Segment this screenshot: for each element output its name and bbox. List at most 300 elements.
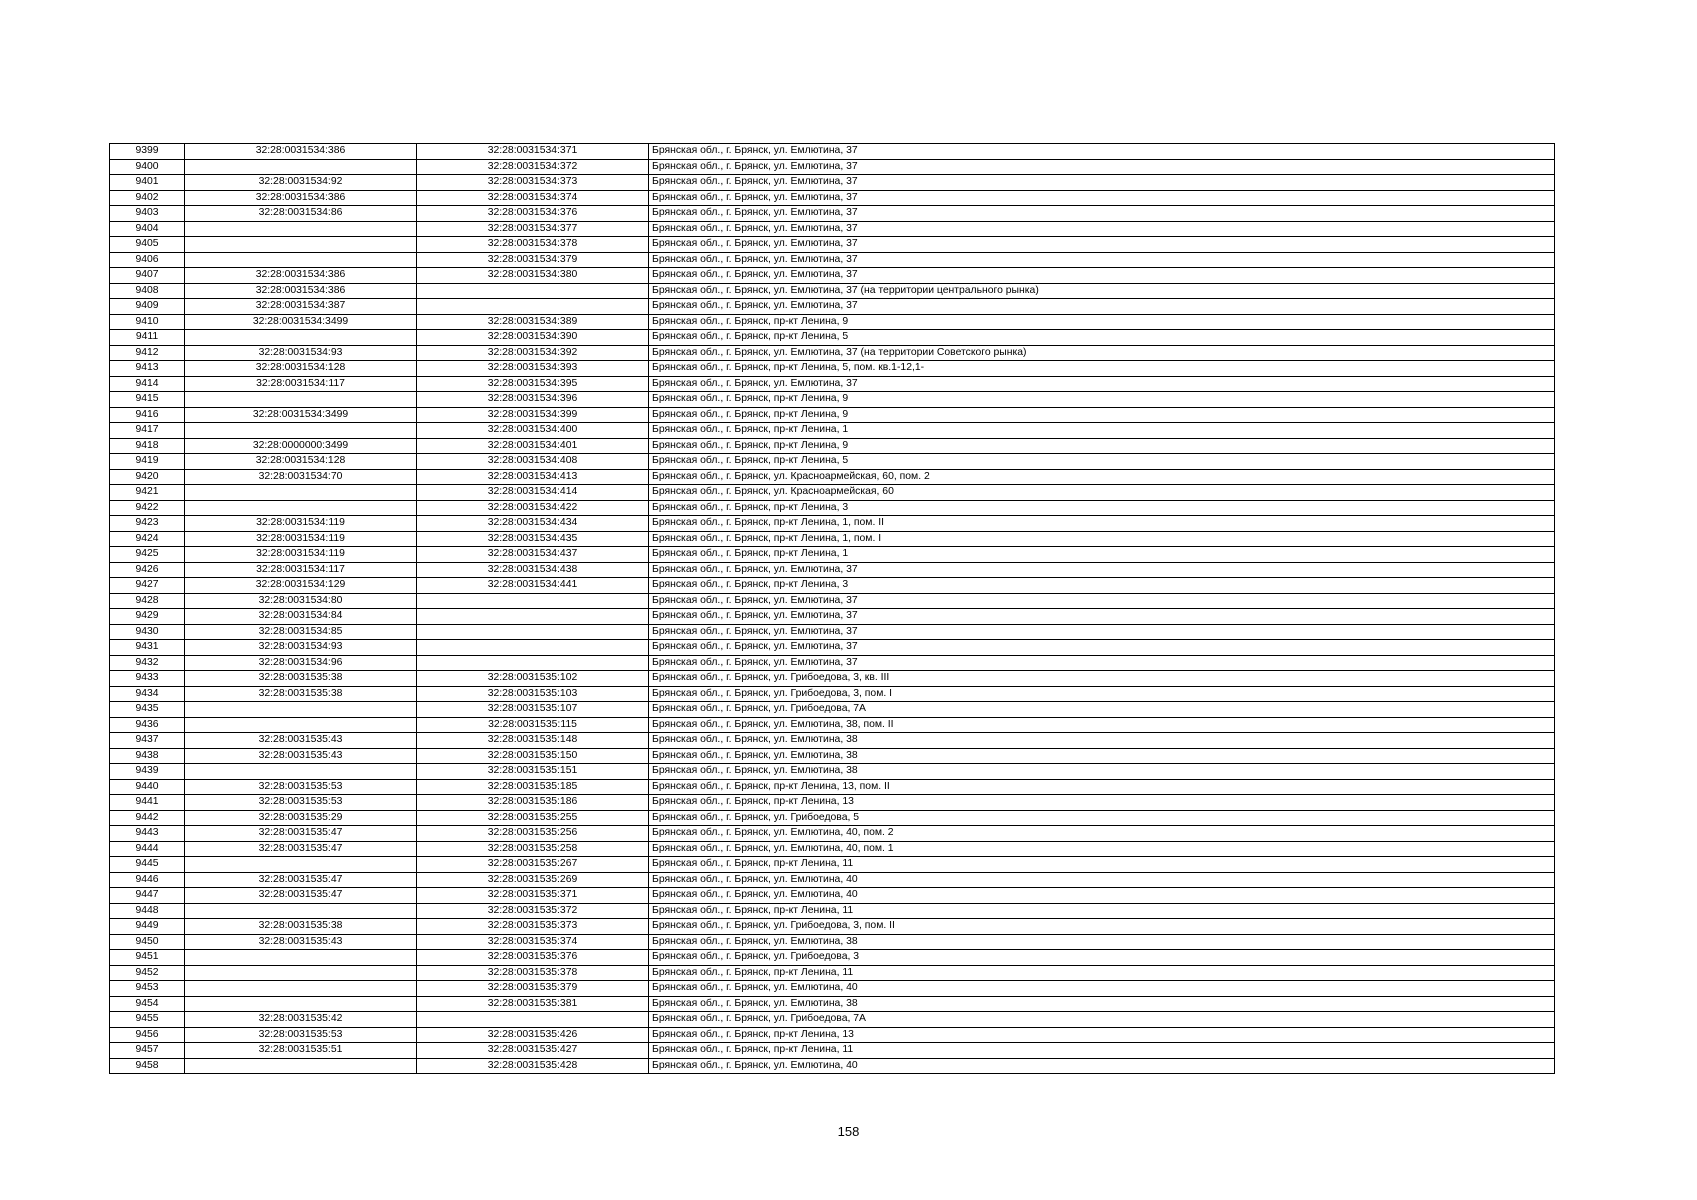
table-row <box>110 485 1555 501</box>
table-row <box>110 423 1555 439</box>
cadastral-number-cell: 32:28:0031535:376 <box>417 950 649 966</box>
table-row <box>110 872 1555 888</box>
table-row <box>110 516 1555 532</box>
cadastral-number-cell: 32:28:0031534:377 <box>417 221 649 237</box>
cadastral-number-cell: 32:28:0031534:372 <box>417 159 649 175</box>
table-row <box>110 330 1555 346</box>
row-number-cell: 9425 <box>110 547 185 563</box>
row-number-cell: 9443 <box>110 826 185 842</box>
table-row <box>110 376 1555 392</box>
row-number-cell: 9450 <box>110 934 185 950</box>
address-cell: Брянская обл., г. Брянск, пр-кт Ленина, 1 <box>649 423 1555 439</box>
address-cell: Брянская обл., г. Брянск, ул. Грибоедова, 3, кв. III <box>649 671 1555 687</box>
row-number-cell: 9437 <box>110 733 185 749</box>
row-number-cell: 9426 <box>110 562 185 578</box>
row-number-cell: 9457 <box>110 1043 185 1059</box>
address-cell: Брянская обл., г. Брянск, ул. Емлютина, 37 <box>649 562 1555 578</box>
parent-cadastral-number-cell: 32:28:0031534:93 <box>185 345 417 361</box>
parent-cadastral-number-cell: 32:28:0031535:51 <box>185 1043 417 1059</box>
parent-cadastral-number-cell: 32:28:0031534:386 <box>185 283 417 299</box>
row-number-cell: 9449 <box>110 919 185 935</box>
parent-cadastral-number-cell: 32:28:0031535:53 <box>185 1027 417 1043</box>
parent-cadastral-number-cell: 32:28:0031535:43 <box>185 733 417 749</box>
cadastral-number-cell: 32:28:0031535:151 <box>417 764 649 780</box>
row-number-cell: 9429 <box>110 609 185 625</box>
row-number-cell: 9410 <box>110 314 185 330</box>
cadastral-number-cell: 32:28:0031535:148 <box>417 733 649 749</box>
cadastral-number-cell: 32:28:0031534:371 <box>417 144 649 160</box>
parent-cadastral-number-cell: 32:28:0031534:117 <box>185 376 417 392</box>
cadastral-number-cell: 32:28:0031534:437 <box>417 547 649 563</box>
table-row <box>110 686 1555 702</box>
parent-cadastral-number-cell: 32:28:0031535:47 <box>185 872 417 888</box>
parent-cadastral-number-cell: 32:28:0031535:53 <box>185 795 417 811</box>
table-row <box>110 733 1555 749</box>
parent-cadastral-number-cell <box>185 1058 417 1074</box>
row-number-cell: 9406 <box>110 252 185 268</box>
row-number-cell: 9439 <box>110 764 185 780</box>
parent-cadastral-number-cell <box>185 392 417 408</box>
address-cell: Брянская обл., г. Брянск, ул. Емлютина, 38, пом. II <box>649 717 1555 733</box>
cadastral-number-cell <box>417 609 649 625</box>
row-number-cell: 9454 <box>110 996 185 1012</box>
table-row <box>110 810 1555 826</box>
address-cell: Брянская обл., г. Брянск, пр-кт Ленина, 11 <box>649 965 1555 981</box>
cadastral-number-cell: 32:28:0031535:107 <box>417 702 649 718</box>
parent-cadastral-number-cell <box>185 252 417 268</box>
address-cell: Брянская обл., г. Брянск, ул. Емлютина, 40, пом. 2 <box>649 826 1555 842</box>
row-number-cell: 9458 <box>110 1058 185 1074</box>
parent-cadastral-number-cell <box>185 950 417 966</box>
row-number-cell: 9431 <box>110 640 185 656</box>
cadastral-number-cell: 32:28:0031534:399 <box>417 407 649 423</box>
table-row <box>110 361 1555 377</box>
register-table <box>109 143 1555 1074</box>
table-row <box>110 221 1555 237</box>
row-number-cell: 9423 <box>110 516 185 532</box>
address-cell: Брянская обл., г. Брянск, ул. Емлютина, 38 <box>649 733 1555 749</box>
address-cell: Брянская обл., г. Брянск, ул. Грибоедова, 3 <box>649 950 1555 966</box>
cadastral-number-cell: 32:28:0031535:372 <box>417 903 649 919</box>
row-number-cell: 9417 <box>110 423 185 439</box>
cadastral-number-cell: 32:28:0031534:400 <box>417 423 649 439</box>
cadastral-number-cell <box>417 283 649 299</box>
address-cell: Брянская обл., г. Брянск, ул. Емлютина, 37 <box>649 237 1555 253</box>
address-cell: Брянская обл., г. Брянск, пр-кт Ленина, 1 <box>649 547 1555 563</box>
address-cell: Брянская обл., г. Брянск, ул. Емлютина, 40 <box>649 888 1555 904</box>
cadastral-number-cell: 32:28:0031535:371 <box>417 888 649 904</box>
row-number-cell: 9400 <box>110 159 185 175</box>
table-row <box>110 717 1555 733</box>
table-row <box>110 934 1555 950</box>
parent-cadastral-number-cell: 32:28:0031534:93 <box>185 640 417 656</box>
parent-cadastral-number-cell: 32:28:0031534:128 <box>185 361 417 377</box>
address-cell: Брянская обл., г. Брянск, ул. Емлютина, 37 <box>649 175 1555 191</box>
parent-cadastral-number-cell <box>185 764 417 780</box>
address-cell: Брянская обл., г. Брянск, ул. Емлютина, 37 <box>649 252 1555 268</box>
table-row <box>110 919 1555 935</box>
cadastral-number-cell: 32:28:0031535:256 <box>417 826 649 842</box>
row-number-cell: 9433 <box>110 671 185 687</box>
cadastral-number-cell: 32:28:0031534:413 <box>417 469 649 485</box>
parent-cadastral-number-cell: 32:28:0031534:387 <box>185 299 417 315</box>
cadastral-number-cell: 32:28:0031535:103 <box>417 686 649 702</box>
row-number-cell: 9448 <box>110 903 185 919</box>
address-cell: Брянская обл., г. Брянск, ул. Емлютина, 37 <box>649 206 1555 222</box>
row-number-cell: 9446 <box>110 872 185 888</box>
table-row <box>110 190 1555 206</box>
row-number-cell: 9416 <box>110 407 185 423</box>
cadastral-number-cell: 32:28:0031534:395 <box>417 376 649 392</box>
row-number-cell: 9414 <box>110 376 185 392</box>
address-cell: Брянская обл., г. Брянск, ул. Емлютина, 37 (на территории Советского рынка) <box>649 345 1555 361</box>
row-number-cell: 9413 <box>110 361 185 377</box>
parent-cadastral-number-cell: 32:28:0031534:386 <box>185 268 417 284</box>
parent-cadastral-number-cell: 32:28:0031534:70 <box>185 469 417 485</box>
address-cell: Брянская обл., г. Брянск, ул. Емлютина, 37 (на территории центрального рынка) <box>649 283 1555 299</box>
cadastral-number-cell <box>417 624 649 640</box>
address-cell: Брянская обл., г. Брянск, пр-кт Ленина, 1, пом. I <box>649 531 1555 547</box>
table-row <box>110 624 1555 640</box>
parent-cadastral-number-cell: 32:28:0031535:53 <box>185 779 417 795</box>
row-number-cell: 9444 <box>110 841 185 857</box>
table-row <box>110 1027 1555 1043</box>
table-row <box>110 748 1555 764</box>
address-cell: Брянская обл., г. Брянск, ул. Емлютина, 40, пом. 1 <box>649 841 1555 857</box>
row-number-cell: 9421 <box>110 485 185 501</box>
table-row <box>110 764 1555 780</box>
row-number-cell: 9440 <box>110 779 185 795</box>
parent-cadastral-number-cell: 32:28:0031535:38 <box>185 686 417 702</box>
row-number-cell: 9424 <box>110 531 185 547</box>
cadastral-number-cell <box>417 299 649 315</box>
address-cell: Брянская обл., г. Брянск, ул. Емлютина, 37 <box>649 190 1555 206</box>
row-number-cell: 9404 <box>110 221 185 237</box>
address-cell: Брянская обл., г. Брянск, пр-кт Ленина, 5, пом. кв.1-12,1- <box>649 361 1555 377</box>
cadastral-number-cell: 32:28:0031534:408 <box>417 454 649 470</box>
address-cell: Брянская обл., г. Брянск, ул. Емлютина, 38 <box>649 764 1555 780</box>
address-cell: Брянская обл., г. Брянск, ул. Емлютина, 37 <box>649 624 1555 640</box>
row-number-cell: 9438 <box>110 748 185 764</box>
row-number-cell: 9447 <box>110 888 185 904</box>
parent-cadastral-number-cell: 32:28:0031535:47 <box>185 841 417 857</box>
parent-cadastral-number-cell: 32:28:0000000:3499 <box>185 438 417 454</box>
address-cell: Брянская обл., г. Брянск, пр-кт Ленина, 9 <box>649 407 1555 423</box>
address-cell: Брянская обл., г. Брянск, ул. Емлютина, 37 <box>649 593 1555 609</box>
cadastral-number-cell: 32:28:0031534:434 <box>417 516 649 532</box>
row-number-cell: 9405 <box>110 237 185 253</box>
address-cell: Брянская обл., г. Брянск, ул. Емлютина, 37 <box>649 609 1555 625</box>
cadastral-number-cell: 32:28:0031535:102 <box>417 671 649 687</box>
row-number-cell: 9409 <box>110 299 185 315</box>
parent-cadastral-number-cell: 32:28:0031534:84 <box>185 609 417 625</box>
cadastral-number-cell: 32:28:0031534:422 <box>417 500 649 516</box>
address-cell: Брянская обл., г. Брянск, пр-кт Ленина, 3 <box>649 500 1555 516</box>
table-row <box>110 1043 1555 1059</box>
cadastral-number-cell: 32:28:0031534:396 <box>417 392 649 408</box>
row-number-cell: 9399 <box>110 144 185 160</box>
address-cell: Брянская обл., г. Брянск, ул. Красноармейская, 60, пом. 2 <box>649 469 1555 485</box>
address-cell: Брянская обл., г. Брянск, пр-кт Ленина, 11 <box>649 1043 1555 1059</box>
parent-cadastral-number-cell: 32:28:0031535:29 <box>185 810 417 826</box>
parent-cadastral-number-cell: 32:28:0031534:129 <box>185 578 417 594</box>
cadastral-number-cell: 32:28:0031535:427 <box>417 1043 649 1059</box>
table-row <box>110 562 1555 578</box>
parent-cadastral-number-cell: 32:28:0031535:38 <box>185 919 417 935</box>
address-cell: Брянская обл., г. Брянск, ул. Грибоедова, 7А <box>649 702 1555 718</box>
row-number-cell: 9442 <box>110 810 185 826</box>
cadastral-number-cell: 32:28:0031534:438 <box>417 562 649 578</box>
table-row <box>110 547 1555 563</box>
row-number-cell: 9432 <box>110 655 185 671</box>
parent-cadastral-number-cell <box>185 981 417 997</box>
row-number-cell: 9430 <box>110 624 185 640</box>
table-row <box>110 175 1555 191</box>
page-number: 158 <box>837 1124 860 1139</box>
address-cell: Брянская обл., г. Брянск, ул. Емлютина, 40 <box>649 1058 1555 1074</box>
parent-cadastral-number-cell <box>185 485 417 501</box>
cadastral-number-cell: 32:28:0031535:186 <box>417 795 649 811</box>
table-row <box>110 283 1555 299</box>
address-cell: Брянская обл., г. Брянск, ул. Емлютина, 37 <box>649 144 1555 160</box>
parent-cadastral-number-cell: 32:28:0031534:86 <box>185 206 417 222</box>
address-cell: Брянская обл., г. Брянск, ул. Емлютина, 40 <box>649 981 1555 997</box>
table-row <box>110 578 1555 594</box>
parent-cadastral-number-cell <box>185 237 417 253</box>
table-row <box>110 981 1555 997</box>
parent-cadastral-number-cell <box>185 903 417 919</box>
cadastral-number-cell: 32:28:0031534:390 <box>417 330 649 346</box>
row-number-cell: 9422 <box>110 500 185 516</box>
table-row <box>110 1012 1555 1028</box>
parent-cadastral-number-cell <box>185 423 417 439</box>
address-cell: Брянская обл., г. Брянск, ул. Емлютина, 37 <box>649 268 1555 284</box>
cadastral-number-cell: 32:28:0031535:185 <box>417 779 649 795</box>
address-cell: Брянская обл., г. Брянск, ул. Грибоедова, 3, пом. II <box>649 919 1555 935</box>
register-body <box>110 144 1555 1074</box>
address-cell: Брянская обл., г. Брянск, ул. Емлютина, 38 <box>649 748 1555 764</box>
parent-cadastral-number-cell: 32:28:0031534:3499 <box>185 407 417 423</box>
table-row <box>110 857 1555 873</box>
address-cell: Брянская обл., г. Брянск, пр-кт Ленина, 9 <box>649 392 1555 408</box>
cadastral-number-cell <box>417 1012 649 1028</box>
cadastral-number-cell: 32:28:0031534:393 <box>417 361 649 377</box>
table-row <box>110 206 1555 222</box>
table-row <box>110 1058 1555 1074</box>
row-number-cell: 9456 <box>110 1027 185 1043</box>
address-cell: Брянская обл., г. Брянск, пр-кт Ленина, 9 <box>649 314 1555 330</box>
table-row <box>110 888 1555 904</box>
parent-cadastral-number-cell: 32:28:0031534:119 <box>185 516 417 532</box>
address-cell: Брянская обл., г. Брянск, пр-кт Ленина, 1, пом. II <box>649 516 1555 532</box>
cadastral-number-cell: 32:28:0031535:255 <box>417 810 649 826</box>
row-number-cell: 9408 <box>110 283 185 299</box>
cadastral-number-cell: 32:28:0031534:380 <box>417 268 649 284</box>
table-row <box>110 795 1555 811</box>
parent-cadastral-number-cell: 32:28:0031534:386 <box>185 190 417 206</box>
row-number-cell: 9403 <box>110 206 185 222</box>
parent-cadastral-number-cell: 32:28:0031534:96 <box>185 655 417 671</box>
cadastral-number-cell: 32:28:0031534:373 <box>417 175 649 191</box>
row-number-cell: 9453 <box>110 981 185 997</box>
parent-cadastral-number-cell: 32:28:0031534:386 <box>185 144 417 160</box>
table-row <box>110 345 1555 361</box>
table-row <box>110 965 1555 981</box>
row-number-cell: 9412 <box>110 345 185 361</box>
cadastral-number-cell: 32:28:0031535:428 <box>417 1058 649 1074</box>
cadastral-number-cell: 32:28:0031535:381 <box>417 996 649 1012</box>
address-cell: Брянская обл., г. Брянск, ул. Емлютина, 37 <box>649 159 1555 175</box>
address-cell: Брянская обл., г. Брянск, ул. Емлютина, 37 <box>649 640 1555 656</box>
row-number-cell: 9445 <box>110 857 185 873</box>
cadastral-number-cell: 32:28:0031534:374 <box>417 190 649 206</box>
row-number-cell: 9452 <box>110 965 185 981</box>
parent-cadastral-number-cell: 32:28:0031534:119 <box>185 531 417 547</box>
table-row <box>110 841 1555 857</box>
parent-cadastral-number-cell <box>185 996 417 1012</box>
parent-cadastral-number-cell <box>185 330 417 346</box>
parent-cadastral-number-cell: 32:28:0031534:92 <box>185 175 417 191</box>
cadastral-number-cell: 32:28:0031534:401 <box>417 438 649 454</box>
cadastral-number-cell: 32:28:0031535:426 <box>417 1027 649 1043</box>
table-row <box>110 392 1555 408</box>
address-cell: Брянская обл., г. Брянск, ул. Грибоедова, 5 <box>649 810 1555 826</box>
parent-cadastral-number-cell: 32:28:0031534:119 <box>185 547 417 563</box>
table-row <box>110 252 1555 268</box>
cadastral-number-cell: 32:28:0031534:392 <box>417 345 649 361</box>
parent-cadastral-number-cell: 32:28:0031534:80 <box>185 593 417 609</box>
row-number-cell: 9401 <box>110 175 185 191</box>
cadastral-number-cell: 32:28:0031534:378 <box>417 237 649 253</box>
table-row <box>110 609 1555 625</box>
address-cell: Брянская обл., г. Брянск, ул. Емлютина, 38 <box>649 934 1555 950</box>
parent-cadastral-number-cell: 32:28:0031534:117 <box>185 562 417 578</box>
table-row <box>110 640 1555 656</box>
parent-cadastral-number-cell: 32:28:0031535:42 <box>185 1012 417 1028</box>
parent-cadastral-number-cell <box>185 857 417 873</box>
cadastral-number-cell: 32:28:0031534:435 <box>417 531 649 547</box>
row-number-cell: 9420 <box>110 469 185 485</box>
cadastral-number-cell: 32:28:0031535:374 <box>417 934 649 950</box>
row-number-cell: 9411 <box>110 330 185 346</box>
address-cell: Брянская обл., г. Брянск, пр-кт Ленина, 11 <box>649 857 1555 873</box>
table-row <box>110 950 1555 966</box>
address-cell: Брянская обл., г. Брянск, пр-кт Ленина, 5 <box>649 330 1555 346</box>
parent-cadastral-number-cell: 32:28:0031535:38 <box>185 671 417 687</box>
cadastral-number-cell: 32:28:0031535:258 <box>417 841 649 857</box>
parent-cadastral-number-cell <box>185 702 417 718</box>
parent-cadastral-number-cell: 32:28:0031535:47 <box>185 888 417 904</box>
table-row <box>110 438 1555 454</box>
cadastral-number-cell: 32:28:0031535:379 <box>417 981 649 997</box>
cadastral-number-cell: 32:28:0031534:414 <box>417 485 649 501</box>
table-row <box>110 407 1555 423</box>
address-cell: Брянская обл., г. Брянск, ул. Грибоедова, 3, пом. I <box>649 686 1555 702</box>
cadastral-number-cell <box>417 593 649 609</box>
address-cell: Брянская обл., г. Брянск, ул. Красноармейская, 60 <box>649 485 1555 501</box>
cadastral-number-cell: 32:28:0031535:267 <box>417 857 649 873</box>
table-row <box>110 454 1555 470</box>
parent-cadastral-number-cell <box>185 221 417 237</box>
table-row <box>110 500 1555 516</box>
table-row <box>110 702 1555 718</box>
address-cell: Брянская обл., г. Брянск, пр-кт Ленина, 9 <box>649 438 1555 454</box>
row-number-cell: 9427 <box>110 578 185 594</box>
cadastral-number-cell: 32:28:0031534:376 <box>417 206 649 222</box>
cadastral-number-cell <box>417 640 649 656</box>
parent-cadastral-number-cell: 32:28:0031535:47 <box>185 826 417 842</box>
address-cell: Брянская обл., г. Брянск, ул. Емлютина, 37 <box>649 655 1555 671</box>
row-number-cell: 9434 <box>110 686 185 702</box>
cadastral-number-cell <box>417 655 649 671</box>
parent-cadastral-number-cell: 32:28:0031534:128 <box>185 454 417 470</box>
table-row <box>110 159 1555 175</box>
table-row <box>110 903 1555 919</box>
table-row <box>110 299 1555 315</box>
row-number-cell: 9407 <box>110 268 185 284</box>
address-cell: Брянская обл., г. Брянск, ул. Емлютина, 40 <box>649 872 1555 888</box>
table-row <box>110 593 1555 609</box>
table-row <box>110 144 1555 160</box>
parent-cadastral-number-cell <box>185 500 417 516</box>
address-cell: Брянская обл., г. Брянск, ул. Грибоедова, 7А <box>649 1012 1555 1028</box>
table-row <box>110 826 1555 842</box>
table-row <box>110 671 1555 687</box>
cadastral-number-cell: 32:28:0031535:269 <box>417 872 649 888</box>
parent-cadastral-number-cell: 32:28:0031534:3499 <box>185 314 417 330</box>
cadastral-number-cell: 32:28:0031535:378 <box>417 965 649 981</box>
cadastral-number-cell: 32:28:0031535:115 <box>417 717 649 733</box>
row-number-cell: 9441 <box>110 795 185 811</box>
parent-cadastral-number-cell: 32:28:0031535:43 <box>185 934 417 950</box>
cadastral-number-cell: 32:28:0031534:389 <box>417 314 649 330</box>
row-number-cell: 9415 <box>110 392 185 408</box>
table-row <box>110 996 1555 1012</box>
table-row <box>110 469 1555 485</box>
table-row <box>110 237 1555 253</box>
table-row <box>110 268 1555 284</box>
table-row <box>110 655 1555 671</box>
row-number-cell: 9436 <box>110 717 185 733</box>
address-cell: Брянская обл., г. Брянск, пр-кт Ленина, 13 <box>649 795 1555 811</box>
address-cell: Брянская обл., г. Брянск, пр-кт Ленина, 13, пом. II <box>649 779 1555 795</box>
table-row <box>110 531 1555 547</box>
row-number-cell: 9455 <box>110 1012 185 1028</box>
parent-cadastral-number-cell: 32:28:0031534:85 <box>185 624 417 640</box>
cadastral-number-cell: 32:28:0031534:441 <box>417 578 649 594</box>
address-cell: Брянская обл., г. Брянск, пр-кт Ленина, 5 <box>649 454 1555 470</box>
row-number-cell: 9435 <box>110 702 185 718</box>
address-cell: Брянская обл., г. Брянск, ул. Емлютина, 37 <box>649 221 1555 237</box>
cadastral-number-cell: 32:28:0031535:373 <box>417 919 649 935</box>
parent-cadastral-number-cell <box>185 717 417 733</box>
row-number-cell: 9451 <box>110 950 185 966</box>
row-number-cell: 9428 <box>110 593 185 609</box>
cadastral-number-cell: 32:28:0031534:379 <box>417 252 649 268</box>
row-number-cell: 9418 <box>110 438 185 454</box>
parent-cadastral-number-cell <box>185 159 417 175</box>
address-cell: Брянская обл., г. Брянск, ул. Емлютина, 37 <box>649 376 1555 392</box>
address-cell: Брянская обл., г. Брянск, ул. Емлютина, 37 <box>649 299 1555 315</box>
table-row <box>110 314 1555 330</box>
address-cell: Брянская обл., г. Брянск, ул. Емлютина, 38 <box>649 996 1555 1012</box>
address-cell: Брянская обл., г. Брянск, пр-кт Ленина, 3 <box>649 578 1555 594</box>
parent-cadastral-number-cell: 32:28:0031535:43 <box>185 748 417 764</box>
parent-cadastral-number-cell <box>185 965 417 981</box>
table-row <box>110 779 1555 795</box>
cadastral-number-cell: 32:28:0031535:150 <box>417 748 649 764</box>
address-cell: Брянская обл., г. Брянск, пр-кт Ленина, 13 <box>649 1027 1555 1043</box>
